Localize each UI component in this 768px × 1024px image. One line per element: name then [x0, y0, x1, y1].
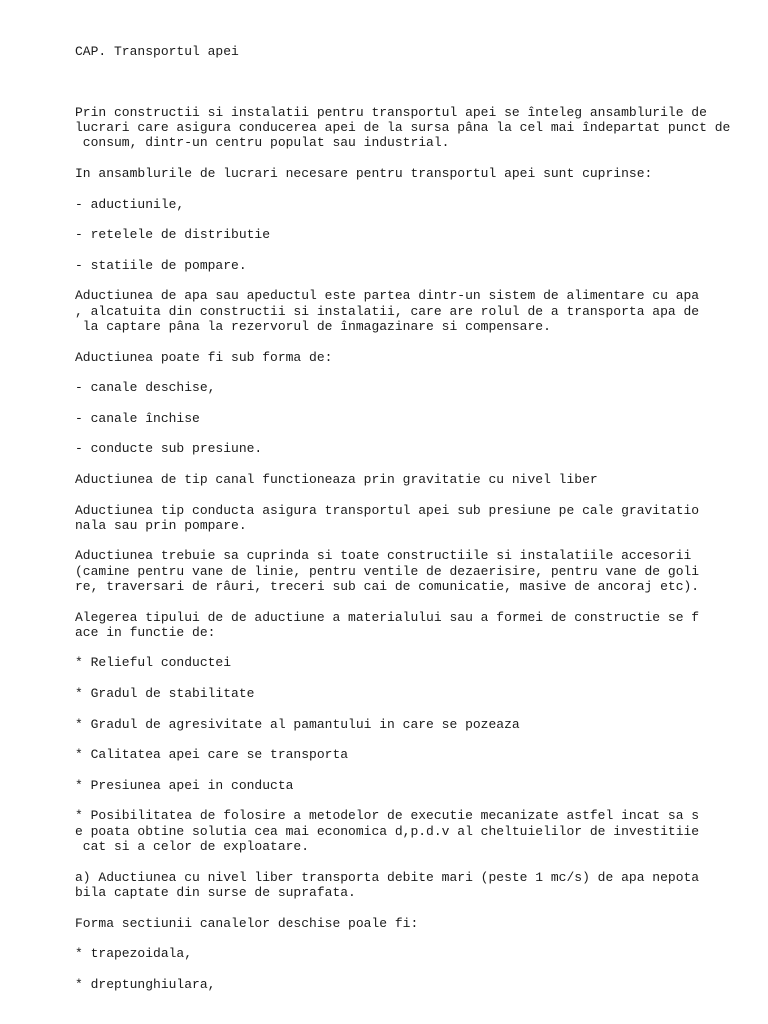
paragraph: [75, 916, 755, 931]
text-line: Prin constructii si instalatii pentru transportul apei se înteleg ansamblurile de: [75, 104, 707, 120]
text-line: * Presiunea apei in conducta: [75, 777, 294, 793]
paragraph: [75, 610, 755, 641]
paragraph: [75, 870, 755, 901]
document-title: CAP. Transportul apei: [75, 43, 239, 59]
paragraph: [75, 197, 755, 212]
paragraph: [75, 105, 755, 151]
text-line: Aductiunea de tip canal functioneaza prin gravitatie cu nivel liber: [75, 471, 598, 487]
text-line: * Gradul de agresivitate al pamantului in care se pozeaza: [75, 716, 520, 732]
paragraph: [75, 548, 755, 594]
text-line: Aductiunea tip conducta asigura transportul apei sub presiune pe cale gravitatio: [75, 502, 700, 518]
paragraph: [75, 977, 755, 992]
paragraph: [75, 227, 755, 242]
text-line: - statiile de pompare.: [75, 257, 247, 273]
text-line: - canale deschise,: [75, 380, 216, 396]
paragraph: [75, 778, 755, 793]
paragraph: [75, 380, 755, 395]
paragraph: [75, 350, 755, 365]
text-line: Forma sectiunii canalelor deschise poale fi:: [75, 915, 419, 931]
paragraph: [75, 472, 755, 487]
text-line: * dreptunghiulara,: [75, 976, 216, 992]
text-line: la captare pâna la rezervorul de înmagazinare si compensare.: [75, 318, 551, 334]
text-line: consum, dintr-un centru populat sau industrial.: [75, 135, 450, 151]
text-line: - conducte sub presiune.: [75, 441, 263, 457]
document-body: [75, 105, 755, 992]
paragraph: [75, 166, 755, 181]
paragraph: [75, 503, 755, 534]
paragraph: [75, 747, 755, 762]
document-page: [75, 13, 755, 1007]
paragraph: [75, 717, 755, 732]
text-line: * Gradul de stabilitate: [75, 686, 255, 702]
paragraph: [75, 808, 755, 854]
text-line: * trapezoidala,: [75, 946, 193, 962]
paragraph: [75, 655, 755, 670]
paragraph: [75, 411, 755, 426]
text-line: , alcatuita din constructii si instalatii, care are rolul de a transporta apa de: [75, 303, 700, 319]
text-line: * Relieful conductei: [75, 655, 232, 671]
paragraph: [75, 441, 755, 456]
text-line: lucrari care asigura conducerea apei de la sursa pâna la cel mai îndepartat punct de: [75, 120, 731, 136]
paragraph: [75, 288, 755, 334]
text-line: re, traversari de râuri, treceri sub cai de comunicatie, masive de ancoraj etc).: [75, 578, 700, 594]
text-line: e poata obtine solutia cea mai economica d,p.d.v al cheltuielilor de investitiie: [75, 823, 700, 839]
text-line: Aductiunea trebuie sa cuprinda si toate constructiile si instalatiile accesorii: [75, 548, 692, 564]
text-line: - aductiunile,: [75, 196, 185, 212]
text-line: * Posibilitatea de folosire a metodelor de executie mecanizate astfel incat sa s: [75, 808, 700, 824]
paragraph: [75, 946, 755, 961]
text-line: In ansamblurile de lucrari necesare pentru transportul apei sunt cuprinse:: [75, 165, 653, 181]
text-line: bila captate din surse de suprafata.: [75, 884, 356, 900]
text-line: Alegerea tipului de de aductiune a materialului sau a formei de constructie se f: [75, 609, 700, 625]
text-line: * Calitatea apei care se transporta: [75, 747, 349, 763]
text-line: cat si a celor de exploatare.: [75, 839, 310, 855]
text-line: - canale închise: [75, 410, 200, 426]
text-line: Aductiunea poate fi sub forma de:: [75, 349, 333, 365]
text-line: (camine pentru vane de linie, pentru ventile de dezaerisire, pentru vane de goli: [75, 563, 700, 579]
text-line: nala sau prin pompare.: [75, 517, 247, 533]
text-line: Aductiunea de apa sau apeductul este partea dintr-un sistem de alimentare cu apa: [75, 288, 700, 304]
text-line: ace in functie de:: [75, 624, 216, 640]
paragraph: [75, 258, 755, 273]
paragraph: [75, 686, 755, 701]
text-line: - retelele de distributie: [75, 227, 271, 243]
text-line: a) Aductiunea cu nivel liber transporta debite mari (peste 1 mc/s) de apa nepota: [75, 869, 700, 885]
